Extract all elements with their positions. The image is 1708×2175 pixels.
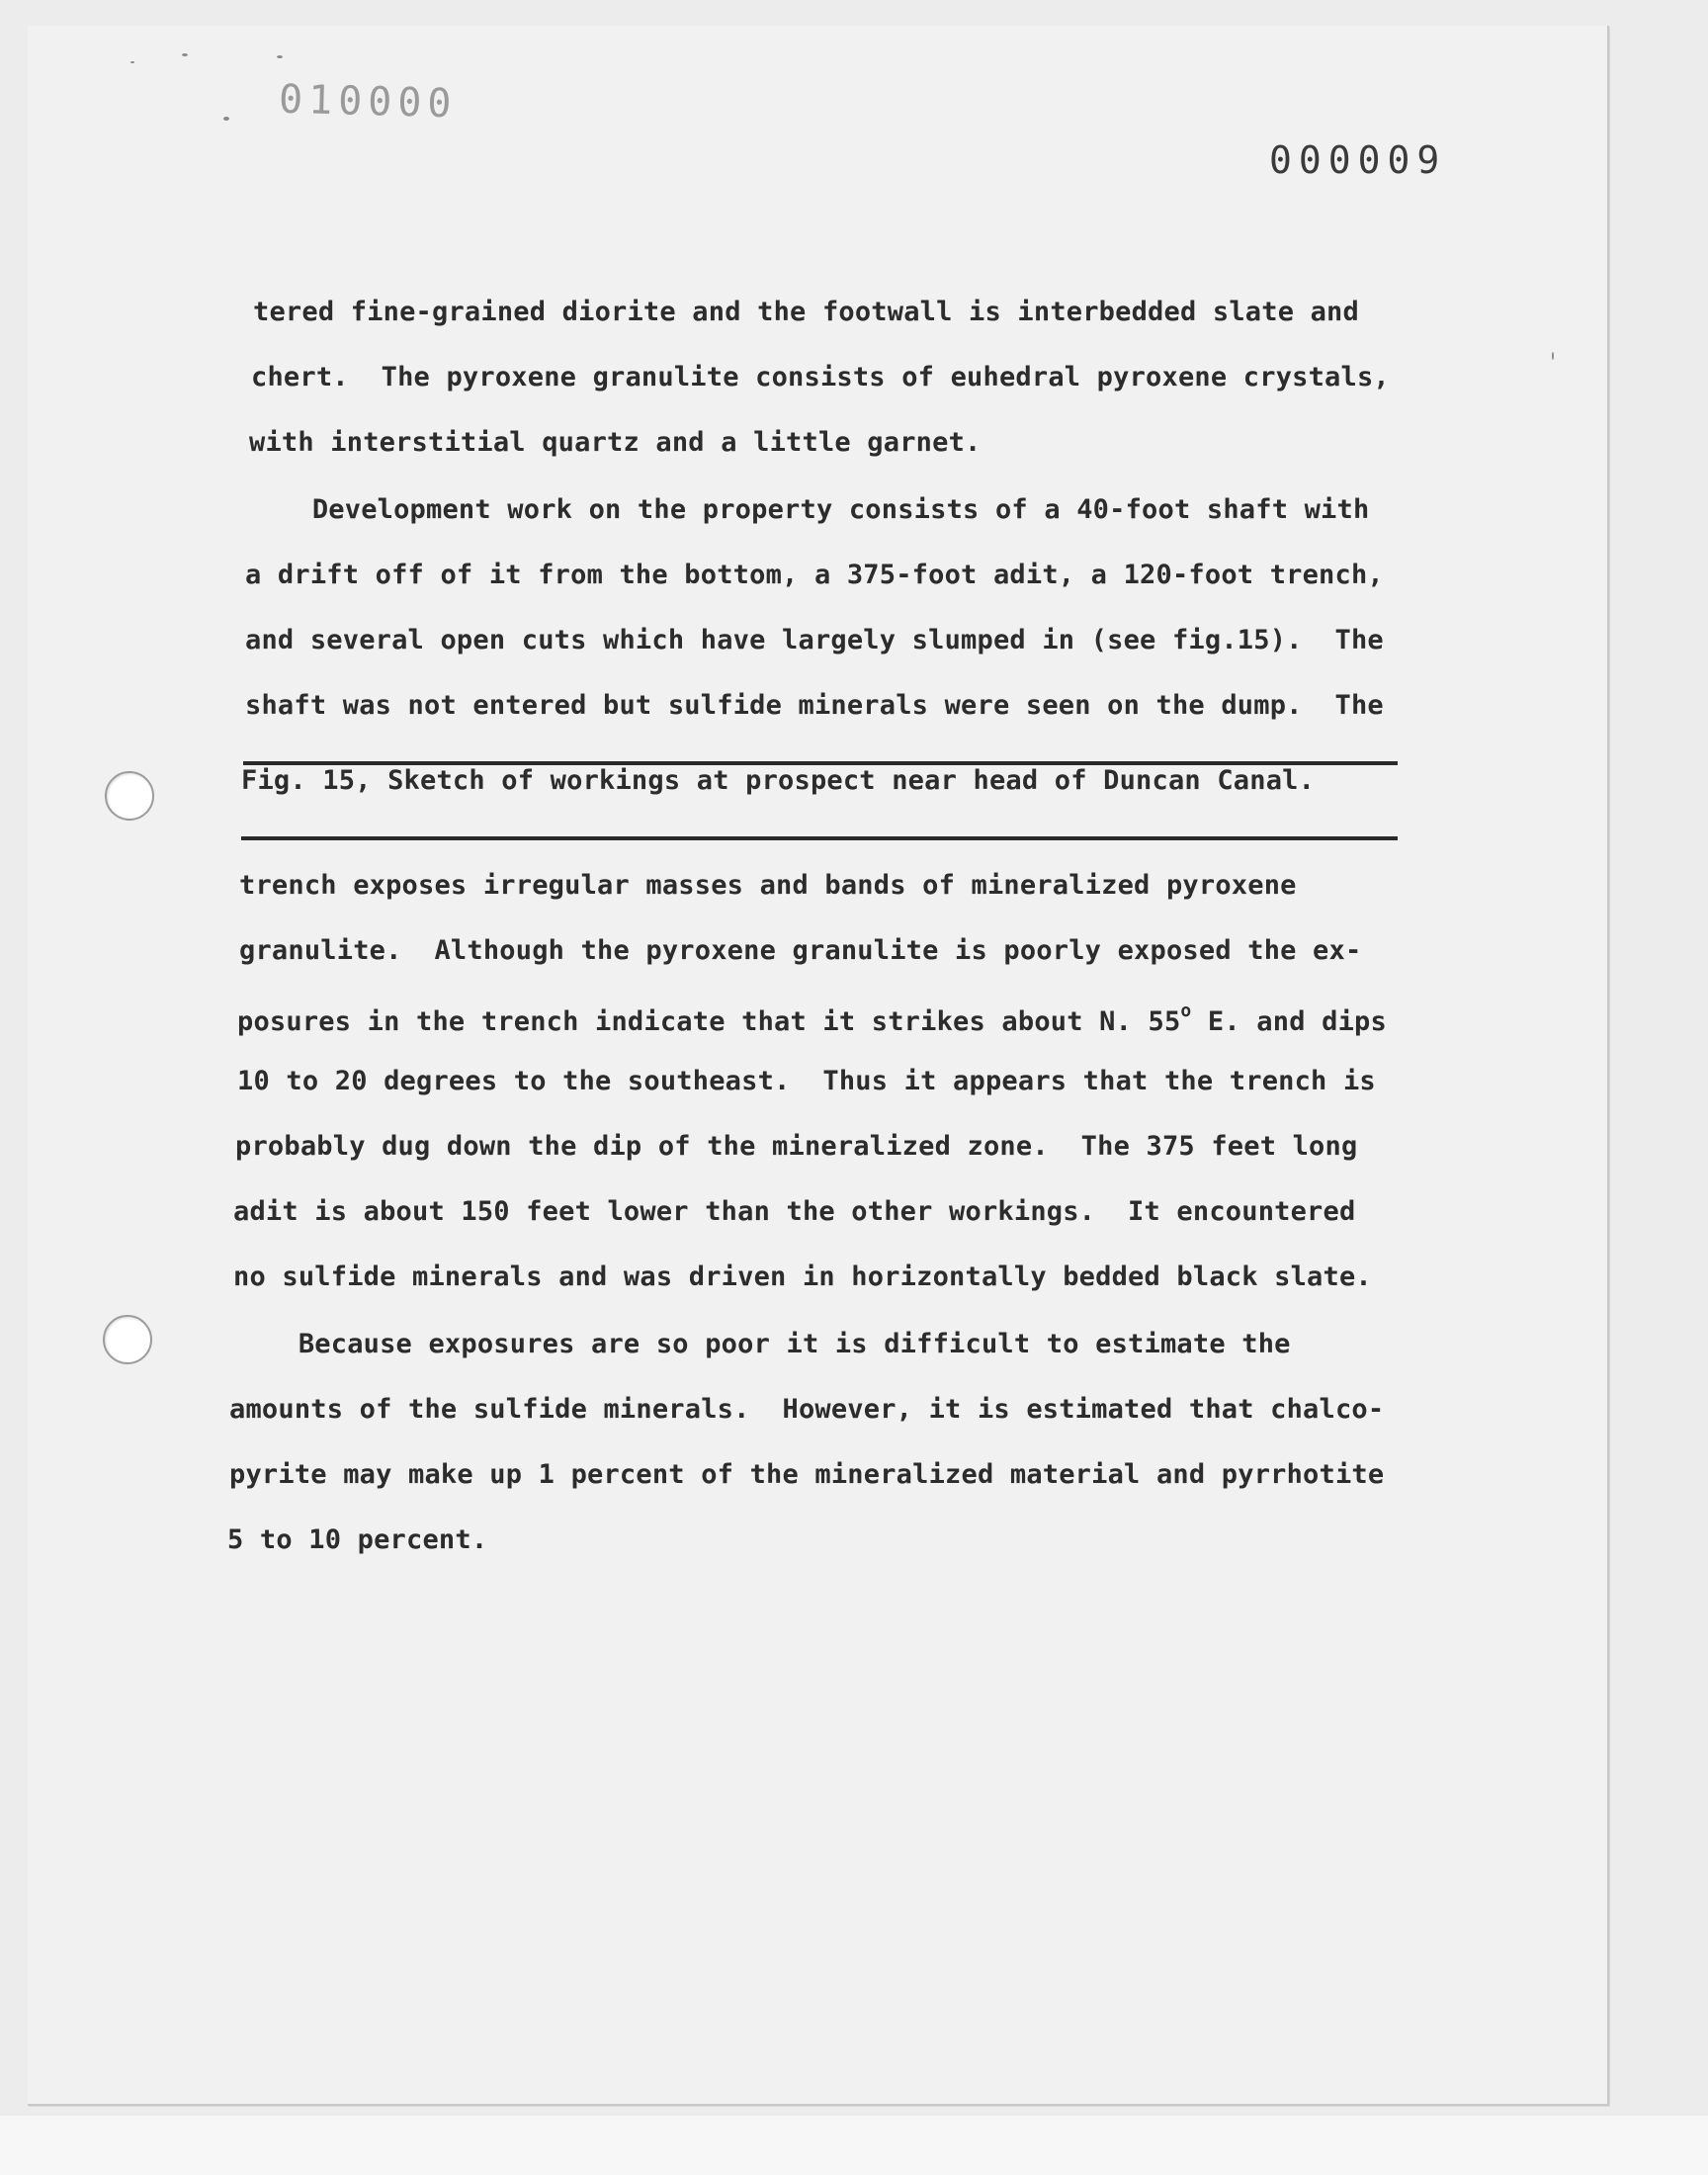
paragraph-4-line-2: amounts of the sulfide minerals. However, it is estimated that chalco- bbox=[229, 1394, 1385, 1425]
scan-bottom-band bbox=[0, 2116, 1708, 2175]
degree-mark: o bbox=[1180, 1000, 1192, 1021]
scan-speck bbox=[182, 53, 188, 56]
old-stamp-number: 010000 bbox=[278, 76, 459, 128]
paragraph-1-line-2: chert. The pyroxene granulite consists of euhedral pyroxene crystals, bbox=[251, 362, 1390, 392]
caption-rule-bottom bbox=[241, 836, 1398, 840]
page-stamp-number: 000009 bbox=[1269, 138, 1447, 182]
scan-speck bbox=[1552, 352, 1554, 360]
paragraph-3-line-7: no sulfide minerals and was driven in horizontally bedded black slate. bbox=[233, 1262, 1372, 1292]
strike-suffix: E. and dips bbox=[1191, 1006, 1387, 1037]
paragraph-3-line-3 bbox=[237, 1000, 1387, 1037]
punch-hole bbox=[105, 771, 154, 821]
paragraph-2-line-1: Development work on the property consists of a 40-foot shaft with bbox=[247, 494, 1370, 525]
paragraph-4-line-1: Because exposures are so poor it is difficult to estimate the bbox=[233, 1329, 1291, 1359]
scan-speck bbox=[277, 55, 283, 58]
paragraph-3-line-1: trench exposes irregular masses and bands of mineralized pyroxene bbox=[239, 870, 1297, 901]
paragraph-2-line-3: and several open cuts which have largely slumped in (see fig.15). The bbox=[245, 625, 1384, 655]
paragraph-1-line-1: tered fine-grained diorite and the footwall is interbedded slate and bbox=[253, 297, 1359, 327]
paragraph-4-line-4: 5 to 10 percent. bbox=[227, 1524, 488, 1555]
strike-text: posures in the trench indicate that it strikes about N. 55 bbox=[237, 1006, 1181, 1037]
paragraph-3-line-4: 10 to 20 degrees to the southeast. Thus it appears that the trench is bbox=[237, 1066, 1376, 1096]
paragraph-2-line-4: shaft was not entered but sulfide minerals were seen on the dump. The bbox=[245, 690, 1384, 721]
paragraph-3-line-2: granulite. Although the pyroxene granulite is poorly exposed the ex- bbox=[239, 935, 1362, 966]
scan-speck bbox=[130, 61, 134, 63]
paragraph-3-line-6: adit is about 150 feet lower than the other workings. It encountered bbox=[233, 1196, 1356, 1227]
paragraph-4-line-3: pyrite may make up 1 percent of the mineralized material and pyrrhotite bbox=[229, 1459, 1385, 1490]
paragraph-1-line-3: with interstitial quartz and a little garnet. bbox=[249, 427, 982, 458]
figure-caption: Fig. 15, Sketch of workings at prospect near head of Duncan Canal. bbox=[241, 765, 1316, 796]
paragraph-3-line-5: probably dug down the dip of the mineralized zone. The 375 feet long bbox=[235, 1131, 1358, 1162]
paragraph-2-line-2: a drift off of it from the bottom, a 375-foot adit, a 120-foot trench, bbox=[245, 560, 1384, 590]
punch-hole bbox=[103, 1315, 152, 1364]
scan-speck bbox=[223, 117, 229, 121]
